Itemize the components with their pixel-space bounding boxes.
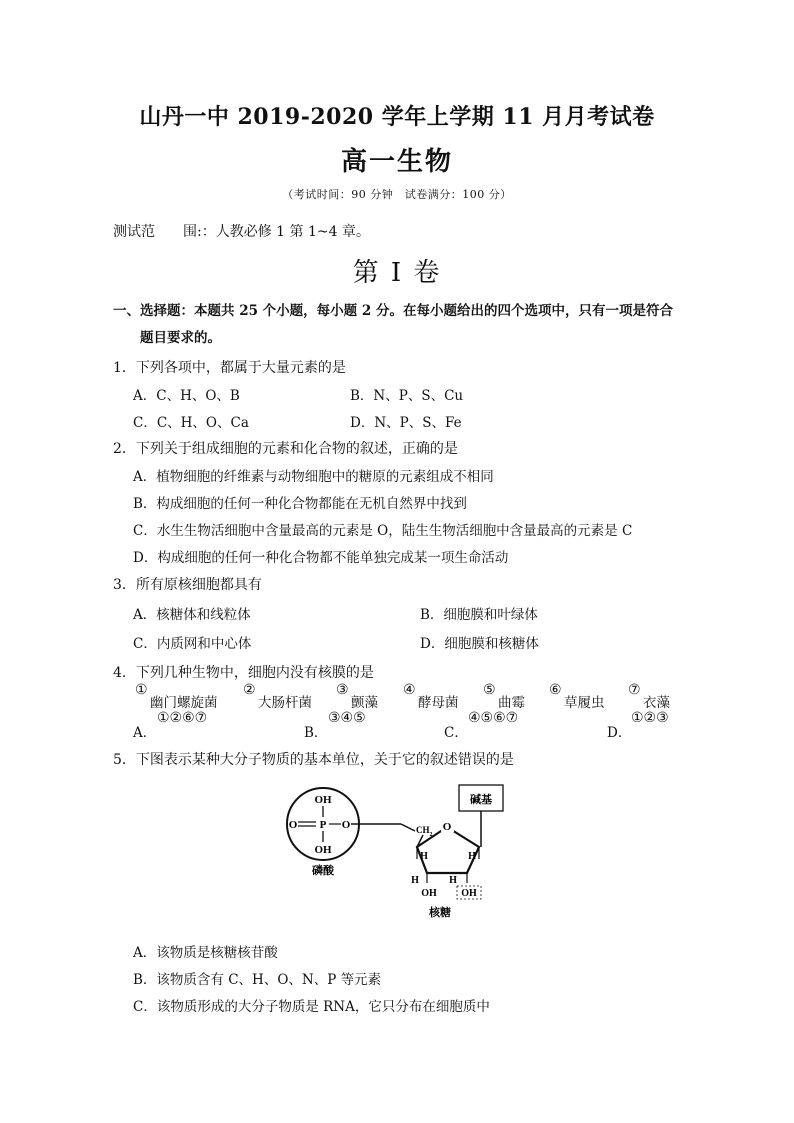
- organism-4-name: 酵母菌: [418, 695, 459, 711]
- organism-4-number: ④: [403, 682, 416, 698]
- question-2-option-b: B．构成细胞的任何一种化合物都能在无机自然界中找到: [133, 496, 467, 512]
- phosphate-p: P: [319, 819, 327, 831]
- organism-5-name: 曲霉: [498, 695, 525, 711]
- question-4-option-b-nums: ③④⑤: [328, 710, 366, 726]
- phosphate-o-left: O: [288, 819, 298, 831]
- organism-6-name: 草履虫: [564, 695, 605, 711]
- question-3-option-b: B．细胞膜和叶绿体: [420, 607, 538, 623]
- question-4-option-a-nums: ①②⑥⑦: [157, 710, 208, 726]
- phosphate-oh-top: OH: [314, 794, 332, 806]
- question-1-option-d: D．N、P、S、Fe: [350, 415, 462, 431]
- sugar-oh-left: OH: [421, 888, 437, 899]
- ch2-label: $CH_2$: [416, 825, 433, 838]
- exam-title: 山丹一中 2019-2020 学年上学期 11 月月考试卷: [139, 104, 655, 130]
- organism-2-name: 大肠杆菌: [258, 695, 312, 711]
- question-1-stem: 1．下列各项中，都属于大量元素的是: [113, 360, 346, 376]
- question-2-option-a: A．植物细胞的纤维素与动物细胞中的糖原的元素组成不相同: [133, 469, 494, 485]
- question-4-option-d-nums: ①②③: [631, 710, 669, 726]
- organism-7-name: 衣藻: [643, 695, 670, 711]
- question-4-option-c-letter: C．: [444, 725, 468, 741]
- question-5-option-c: C．该物质形成的大分子物质是 RNA，它只分布在细胞质中: [133, 999, 490, 1015]
- organism-5-number: ⑤: [483, 682, 496, 698]
- question-3-stem: 3．所有原核细胞都具有: [113, 577, 262, 593]
- ring-o: O: [442, 821, 452, 833]
- question-5-option-a: A．该物质是核糖核苷酸: [133, 945, 278, 961]
- question-4-option-d-letter: D．: [607, 725, 632, 741]
- question-2-option-d: D．构成细胞的任何一种化合物都不能单独完成某一项生命活动: [133, 550, 509, 566]
- organism-6-number: ⑥: [549, 682, 562, 698]
- question-1-option-b: B．N、P、S、Cu: [350, 388, 464, 404]
- organism-1-name: 幽门螺旋菌: [150, 695, 218, 711]
- question-3-option-c: C．内质网和中心体: [133, 636, 252, 652]
- question-5-stem: 5．下图表示某种大分子物质的基本单位，关于它的叙述错误的是: [113, 752, 514, 768]
- volume-heading: 第 I 卷: [352, 258, 442, 288]
- question-4-option-a-letter: A．: [133, 725, 157, 741]
- question-4-option-b-letter: B．: [304, 725, 328, 741]
- sugar-oh-right: OH: [461, 888, 477, 899]
- phosphate-oh-bottom: OH: [314, 844, 332, 856]
- question-3-option-a: A．核糖体和线粒体: [133, 607, 251, 623]
- ring-h-3: H: [411, 875, 419, 886]
- question-3-option-d: D．细胞膜和核糖体: [420, 636, 539, 652]
- exam-info: （考试时间：90 分钟 试卷满分：100 分）: [282, 188, 512, 201]
- organism-3-name: 颤藻: [351, 695, 378, 711]
- organism-2-number: ②: [243, 682, 256, 698]
- question-1-option-c: C．C、H、O、Ca: [133, 415, 249, 431]
- nucleotide-diagram: [283, 779, 513, 927]
- ring-h-2: H: [468, 851, 476, 862]
- organism-1-number: ①: [135, 682, 148, 698]
- section-instruction-line2: 题目要求的。: [140, 330, 221, 346]
- question-4-stem: 4．下列几种生物中，细胞内没有核膜的是: [113, 665, 374, 681]
- ring-h-4: H: [449, 875, 457, 886]
- base-label: 碱基: [470, 794, 492, 806]
- question-4-option-c-nums: ④⑤⑥⑦: [468, 710, 519, 726]
- question-1-option-a: A．C、H、O、B: [133, 388, 240, 404]
- question-2-option-c: C．水生生物活细胞中含量最高的元素是 O，陆生生物活细胞中含量最高的元素是 C: [133, 523, 633, 539]
- bond-line: [401, 824, 415, 831]
- test-scope: 测试范 围:：人教必修 1 第 1~4 章。: [113, 224, 370, 240]
- organism-3-number: ③: [336, 682, 349, 698]
- question-5-option-b: B．该物质含有 C、H、O、N、P 等元素: [133, 972, 382, 988]
- section-instruction-line1: 一、选择题：本题共 25 个小题，每小题 2 分。在每小题给出的四个选项中，只有一项是符合: [113, 303, 673, 319]
- question-2-stem: 2．下列关于组成细胞的元素和化合物的叙述，正确的是: [113, 441, 458, 457]
- organism-7-number: ⑦: [628, 682, 641, 698]
- subject-title: 高一生物: [340, 147, 453, 177]
- phosphate-label: 磷酸: [312, 865, 334, 877]
- phosphate-o-right: O: [341, 819, 351, 831]
- ring-h-1: H: [420, 851, 428, 862]
- sugar-label: 核糖: [429, 907, 451, 919]
